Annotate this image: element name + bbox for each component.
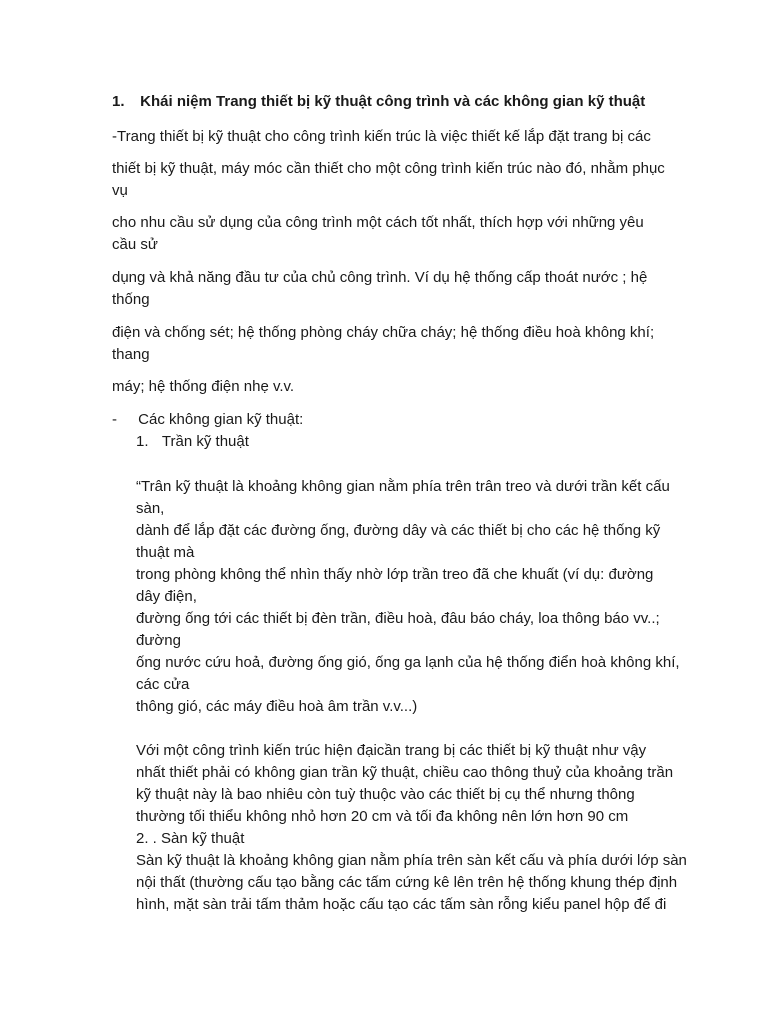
heading-text: Khái niệm Trang thiết bị kỹ thuật công trình và các không gian kỹ thuật [140,93,646,110]
quote-block [136,476,681,718]
quote-line: dành để lắp đặt các đường ống, đường dây và các thiết bị cho các hệ thống kỹ [136,522,661,539]
section-heading [112,93,645,110]
subitem-label: Trần kỹ thuật [161,433,249,450]
numbered-subitem [136,431,249,453]
paragraph-line: cho nhu cầu sử dụng của công trình một cách tốt nhất, thích hợp với những yêu cầu sử [112,214,644,253]
quote-line: các cửa [136,676,190,693]
subsection-heading: 2. . Sàn kỹ thuật [136,830,245,847]
quote-line: sàn, [136,500,165,517]
paragraph-line: thiết bị kỹ thuật, máy móc cần thiết cho một công trình kiến trúc nào đó, nhằm phục vụ [112,160,665,199]
quote-line: thông gió, các máy điều hoà âm trần v.v...) [136,698,418,715]
body-line: Sàn kỹ thuật là khoảng không gian nằm phía trên sàn kết cấu và phía dưới lớp sàn [136,852,687,869]
body-line: hình, mặt sàn trải tấm thảm hoặc cấu tạo các tấm sàn rỗng kiểu panel hộp để đi [136,896,667,913]
paragraph-line: dụng và khả năng đầu tư của chủ công trình. Ví dụ hệ thống cấp thoát nước ; hệ thống [112,269,648,308]
quote-line: ống nước cứu hoả, đường ống gió, ống ga lạnh của hệ thống điển hoà không khí, [136,654,680,671]
body-block [136,740,687,916]
paragraph-line: -Trang thiết bị kỹ thuật cho công trình kiến trúc là việc thiết kế lắp đặt trang bị các [112,128,651,145]
quote-line: đường [136,632,181,649]
quote-line: thuật mà [136,544,195,561]
bullet-label: Các không gian kỹ thuật: [138,411,304,428]
quote-line: dây điện, [136,588,197,605]
quote-line: đường ống tới các thiết bị đèn trần, điều hoà, đâu báo cháy, loa thông báo vv..; [136,610,660,627]
bullet-item [112,409,303,431]
subitem-number: 1. [136,433,149,450]
body-line: thường tối thiểu không nhỏ hơn 20 cm và tối đa không nên lớn hơn 90 cm [136,808,629,825]
body-line: kỹ thuật này là bao nhiêu còn tuỳ thuộc vào các thiết bị cụ thể nhưng thông [136,786,635,803]
body-line: nhất thiết phải có không gian trần kỹ thuật, chiều cao thông thuỷ của khoảng trần [136,764,674,781]
body-line: nội thất (thường cấu tạo bằng các tấm cứng kê lên trên hệ thống khung thép định [136,874,678,891]
body-line: Với một công trình kiến trúc hiện đạicần trang bị các thiết bị kỹ thuật như vậy [136,742,647,759]
heading-number: 1. [112,93,125,110]
quote-line: “Trân kỹ thuật là khoảng không gian nằm phía trên trân treo và dưới trần kết cấu [136,478,670,495]
paragraph-line: điện và chống sét; hệ thống phòng cháy chữa cháy; hệ thống điều hoà không khí; thang [112,324,655,363]
quote-line: trong phòng không thể nhìn thấy nhờ lớp trần treo đã che khuất (ví dụ: đường [136,566,654,583]
dash-marker: - [112,411,117,428]
paragraph-line: máy; hệ thống điện nhẹ v.v. [112,378,295,395]
